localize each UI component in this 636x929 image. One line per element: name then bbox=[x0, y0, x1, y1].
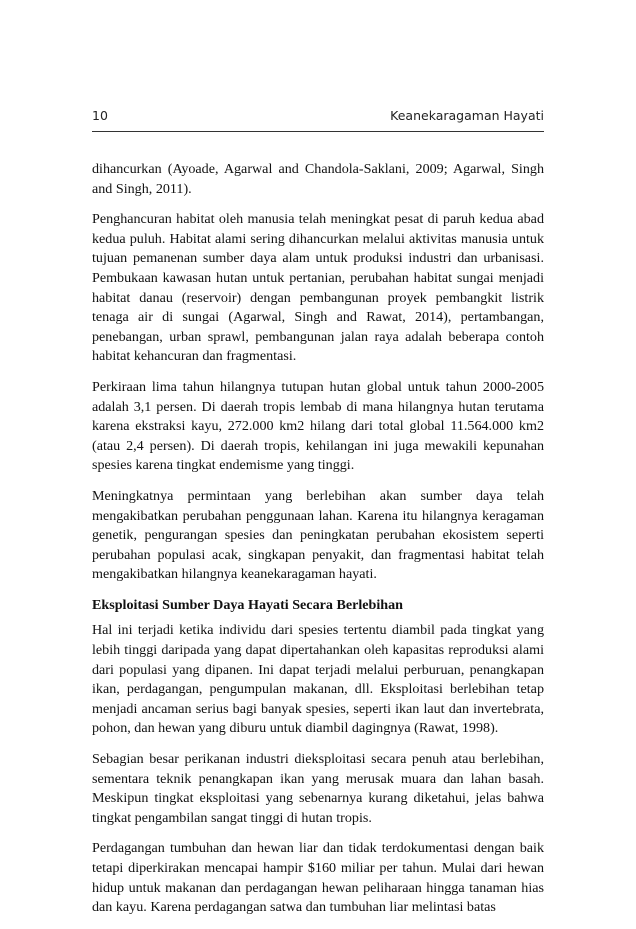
paragraph-1: dihancurkan (Ayoade, Agarwal and Chandola-Saklani, 2009; Agarwal, Singh and Singh, 2011). bbox=[92, 161, 544, 197]
book-title: Keanekaragaman Hayati bbox=[390, 108, 544, 123]
paragraph-5: Hal ini terjadi ketika individu dari spesies tertentu diambil pada tingkat yang lebih tinggi daripada yang dapat dipertahankan oleh kapasitas reproduksi alami dari populasi yang dipanen. Ini dapat terjadi melalui perburuan, penangkapan ikan, perdagangan, pengumpulan makanan, dll. Eksploitasi berlebihan tetap menjadi ancaman serius bagi banyak spesies, seperti ikan laut dan invertebrata, pohon, dan hewan yang diburu untuk diambil dagingnya (Rawat, 1998). bbox=[92, 622, 544, 737]
section-heading: Eksploitasi Sumber Daya Hayati Secara Berlebihan bbox=[92, 596, 403, 613]
page-body bbox=[92, 160, 544, 929]
page-number: 10 bbox=[92, 108, 108, 123]
paragraph-2: Penghancuran habitat oleh manusia telah meningkat pesat di paruh kedua abad kedua puluh. Habitat alami sering dihancurkan melalui aktivitas manusia untuk tujuan pemanenan sumber daya alam untuk produksi industri dan urbanisasi. Pembukaan kawasan hutan untuk pertanian, perubahan habitat sungai menjadi habitat danau (reservoir) dengan pembangunan proyek pembangkit listrik tenaga air di sungai (Agarwal, Singh and Rawat, 2014), pertambangan, penebangan, urban sprawl, pembangunan jalan raya adalah beberapa contoh habitat kehancuran dan fragmentasi. bbox=[92, 211, 544, 365]
paragraph-7: Perdagangan tumbuhan dan hewan liar dan tidak terdokumentasi dengan baik tetapi diperkirakan mencapai hampir $160 miliar per tahun. Mulai dari hewan hidup untuk makanan dan perdagangan hewan peliharaan hingga tanaman hias dan kayu. Karena perdagangan satwa dan tumbuhan liar melintasi batas bbox=[92, 840, 544, 916]
paragraph-3: Perkiraan lima tahun hilangnya tutupan hutan global untuk tahun 2000-2005 adalah 3,1 persen. Di daerah tropis lembab di mana hilangnya hutan terutama karena ekstraksi kayu, 272.000 km2 hilang dari total global 11.564.000 km2 (atau 2,4 persen). Di daerah tropis, kehilangan ini juga mewakili kepunahan spesies karena tingkat endemisme yang tinggi. bbox=[92, 378, 544, 474]
paragraph-6: Sebagian besar perikanan industri dieksploitasi secara penuh atau berlebihan, sementara teknik penangkapan ikan yang merusak muara dan lahan basah. Meskipun tingkat eksploitasi yang sebenarnya kurang diketahui, jelas bahwa tingkat pengambilan sangat tinggi di hutan tropis. bbox=[92, 751, 544, 826]
paragraph-4: Meningkatnya permintaan yang berlebihan akan sumber daya telah mengakibatkan perubahan penggunaan lahan. Karena itu hilangnya keragaman genetik, pengurangan spesies dan peningkatan perubahan ekosistem seperti perubahan populasi acak, singkapan penyakit, dan fragmentasi habitat telah mengakibatkan hilangnya keanekaragaman hayati. bbox=[92, 487, 544, 583]
running-header bbox=[92, 108, 544, 126]
header-divider bbox=[92, 131, 544, 132]
